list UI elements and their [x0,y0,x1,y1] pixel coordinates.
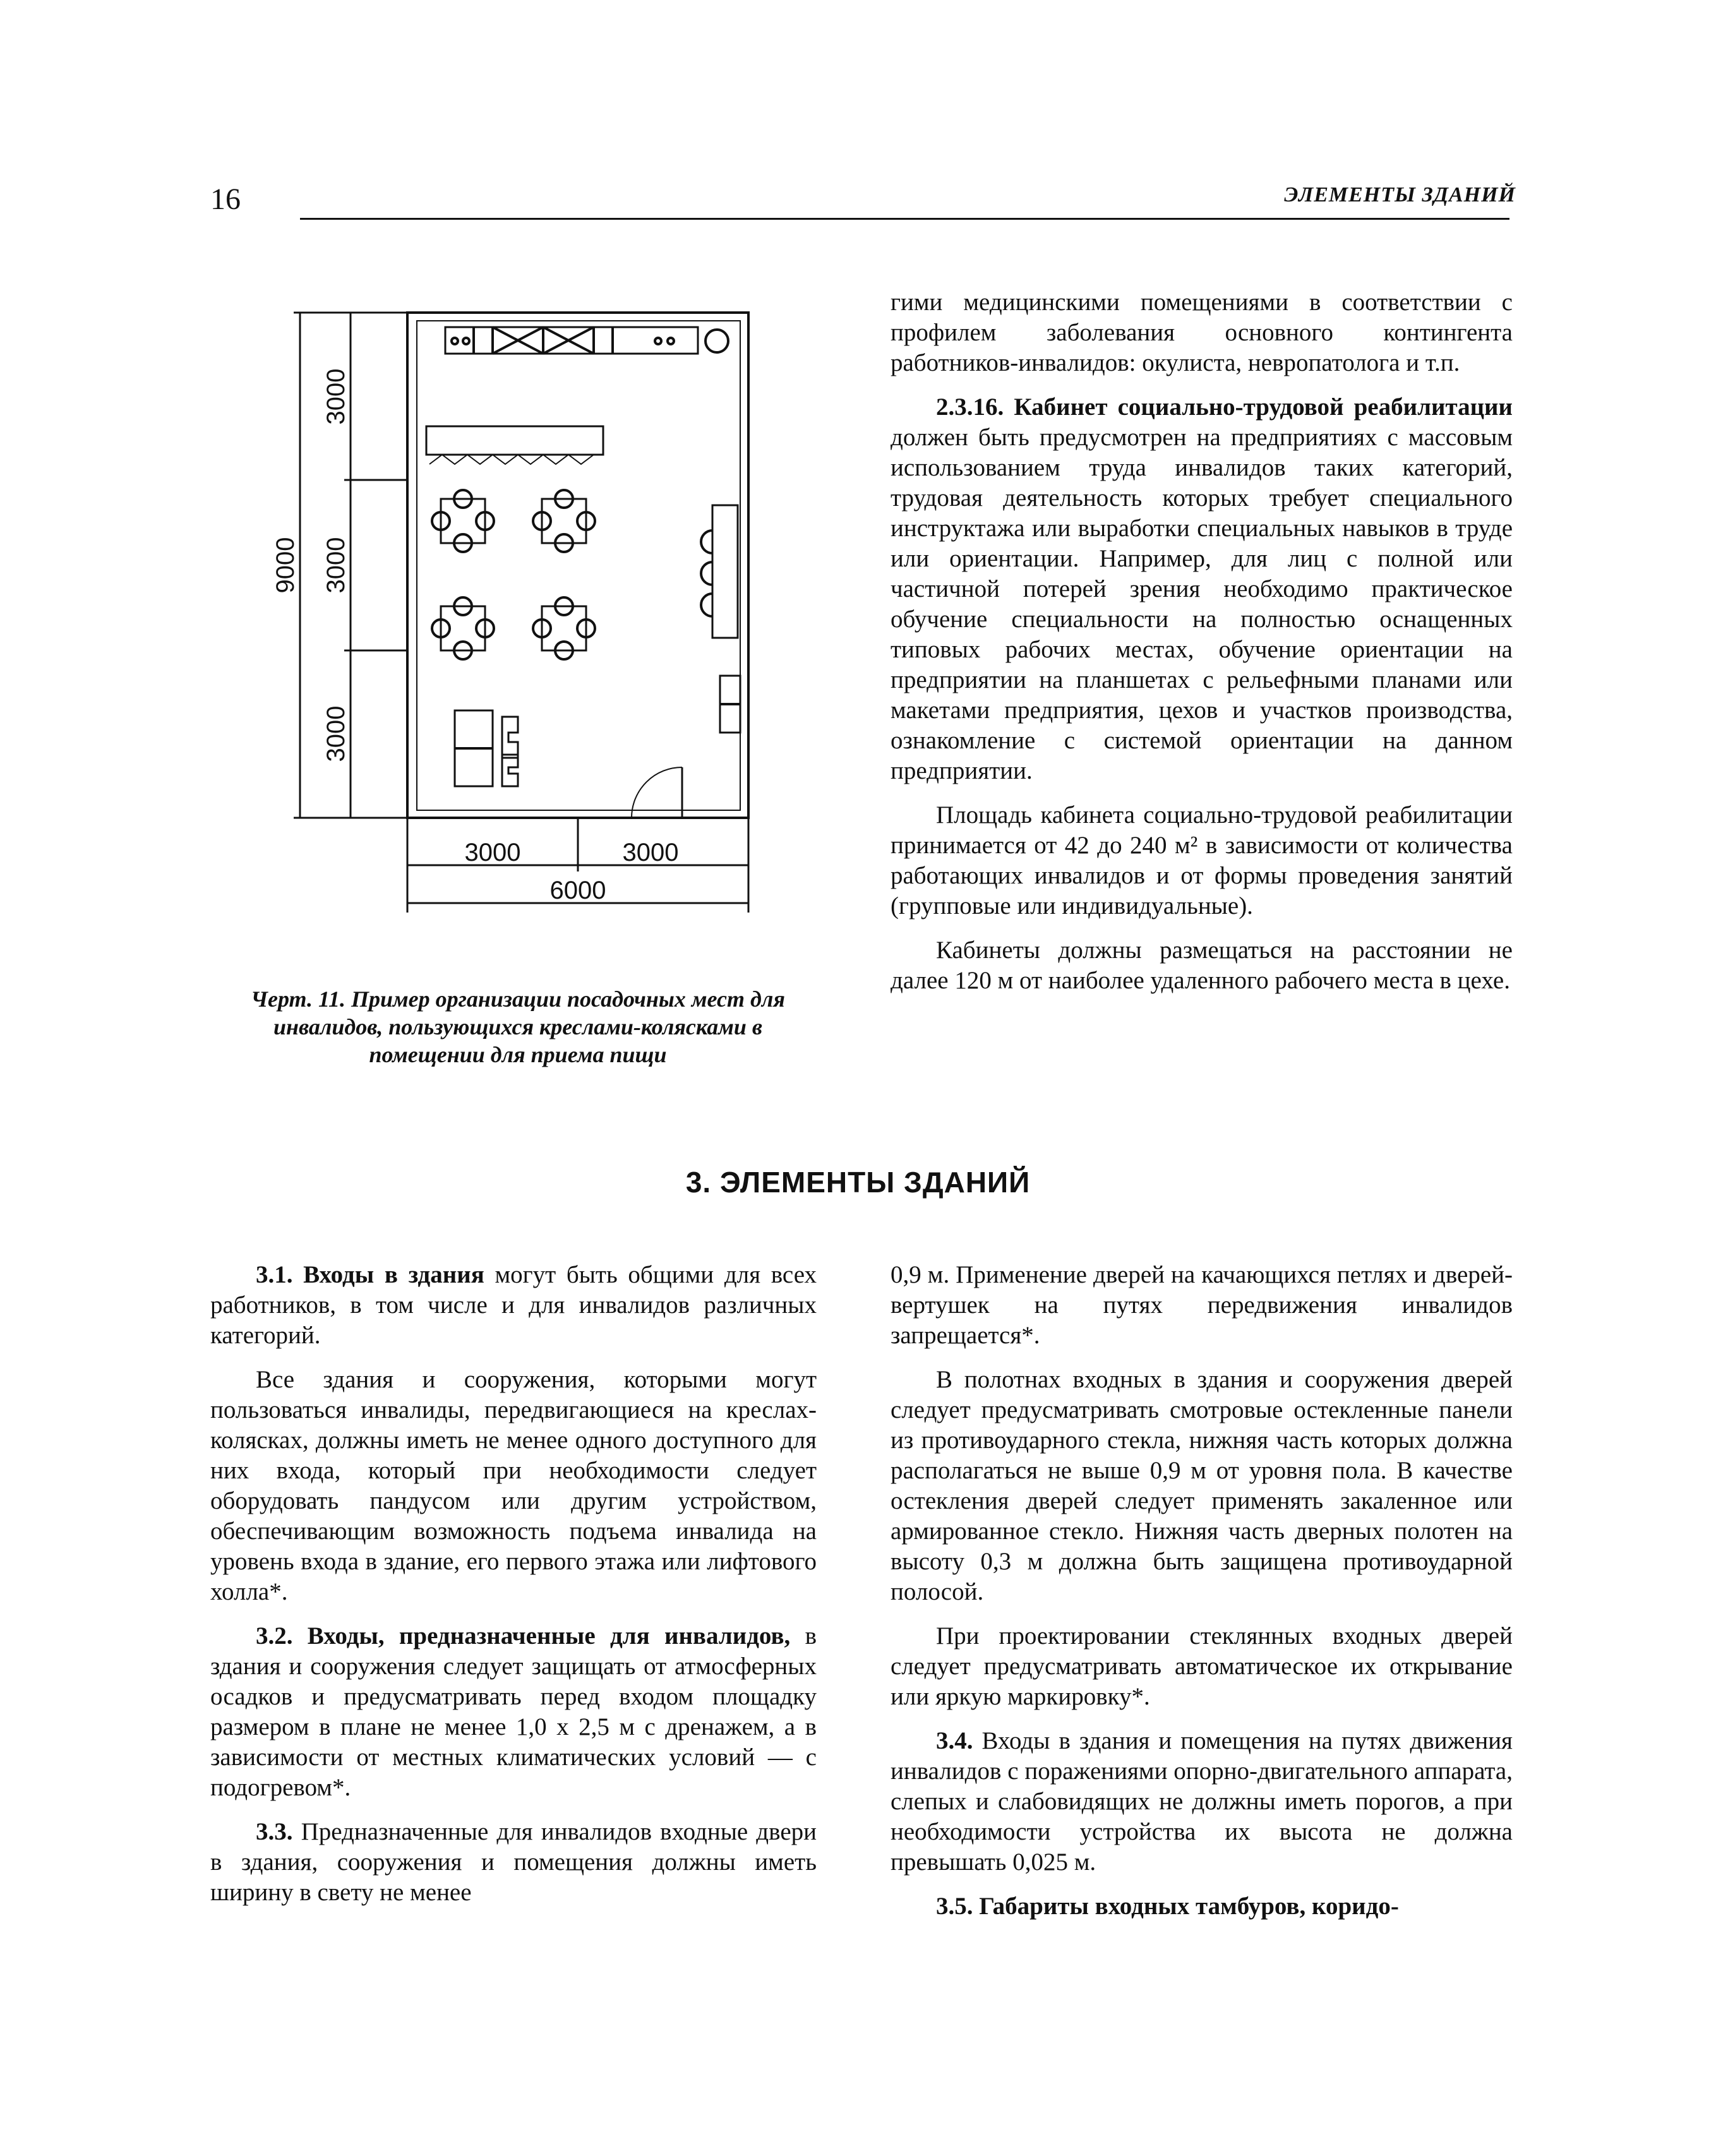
paragraph: Площадь кабинета социально-трудовой реабилитации принимается от 42 до 240 м² в зависимости от количества работающих инвалидов и от формы проведения занятий (групповые или индивидуальные). [891,801,1513,919]
running-head: ЭЛЕМЕНТЫ ЗДАНИЙ [1284,183,1516,207]
dim-total-width: 6000 [549,877,606,904]
dim-row-3: 3000 [322,705,350,762]
paragraph [891,1726,1513,1878]
paragraph [891,392,1513,786]
room-inner-wall [417,321,740,810]
room-outer-wall [407,313,748,818]
paragraph: При проектировании стеклянных входных дверей следует предусматривать автоматическое их открывание или яркую маркировку*. [891,1622,1513,1710]
dining-table [432,490,494,552]
paragraph-text: Входы в здания и помещения на путях движения инвалидов с поражениями опорно-двигательного аппарата, слепых и слабовидящих не должны иметь порогов, а при необходимости устройства их высота не должна превышать 0,025 м. [891,1727,1513,1876]
paragraph [210,1621,817,1803]
paragraph [210,1260,817,1351]
right-column-top [891,287,1513,1010]
paragraph: Все здания и сооружения, которыми могут пользоваться инвалиды, передвигающиеся на креслах-колясках, должны иметь не менее одного доступного для них входа, который при необходимости следует оборудовать пандусом или другим устройством, обеспечивающим возможность подъема инвалида на уровень входа в здание, его первого этажа или лифтового холла*. [210,1366,817,1605]
serving-line [426,426,603,455]
paragraph-text: Предназначенные для инвалидов входные двери в здания, сооружения и помещения должны иметь ширину в свету не менее [210,1818,817,1906]
paragraph-heading: 2.3.16. Кабинет социально-трудовой реабилитации [936,393,1513,421]
section-title: 3. ЭЛЕМЕНТЫ ЗДАНИЙ [685,1166,1031,1199]
paragraph: В полотнах входных в здания и сооружения дверей следует предусматривать смотровые остекленные панели из противоударного стекла, нижняя часть которых должна располагаться не выше 0,9 м от уровня пола. В качестве остекления дверей следует применять закаленное или армированное стекло. Нижняя часть дверных полотен на высоту 0,3 м должна быть защищена противоударной полосой. [891,1366,1513,1605]
paragraph-heading: 3.2. Входы, предназначенные для инвалидов, [256,1622,791,1650]
dining-table [533,490,595,552]
paragraph: Кабинеты должны размещаться на расстоянии не далее 120 м от наиболее удаленного рабочего места в цехе. [891,937,1513,994]
dim-row-2: 3000 [322,537,350,594]
header-rule [300,218,1509,220]
page-number: 16 [210,183,241,216]
dim-bottom-left: 3000 [464,839,521,866]
dim-bottom-right: 3000 [622,839,679,866]
paragraph-heading: 3.1. Входы в здания [256,1261,484,1288]
left-column-bottom [210,1260,817,1922]
paragraph-heading: 3.4. [936,1727,973,1754]
paragraph: 0,9 м. Применение дверей на качающихся петлях и дверей-вертушек на путях передвижения инвалидов запрещается*. [891,1261,1513,1349]
paragraph-text: в здания и сооружения следует защищать от атмосферных осадков и предусматривать перед входом площадку размером в плане не менее 1,0 х 2,5 м с дренажем, а в зависимости от местных климатических условий — с подогревом*. [210,1622,817,1801]
floor-plan-figure [240,297,796,935]
dim-total-height: 9000 [272,537,299,594]
dining-table [432,597,494,659]
paragraph: гими медицинскими помещениями в соответствии с профилем заболевания основного контингента работников-инвалидов: окулиста, невропатолога и т.п. [891,289,1513,376]
paragraph-text: должен быть предусмотрен на предприятиях с массовым использованием труда инвалидов таких категорий, трудовая деятельность которых требует специального инструктажа или выработки специальных навыков в труде или ориентации. Например, для лиц с полной или частичной потерей зрения необходимо практическое обучение специальности на полностью оснащенных типовых рабочих местах, обучение ориентации на предприятии на планшетах с рельефными планами или макетами предприятия, цехов и участков производства, ознакомление с системой ориентации на данном предприятии. [891,424,1513,784]
right-column-bottom [891,1260,1513,1936]
paragraph [891,1891,1513,1922]
wall-counter [712,505,738,638]
dim-row-1: 3000 [322,368,350,425]
paragraph-heading: 3.3. [256,1818,293,1845]
figure-caption: Черт. 11. Пример организации посадочных мест для инвалидов, пользующихся креслами-колясками в помещении для приема пищи [251,986,785,1067]
dining-table [533,597,595,659]
paragraph [210,1817,817,1908]
paragraph-heading: 3.5. Габариты входных тамбуров, коридо- [936,1893,1399,1920]
paragraph-text: могут быть общими для всех работников, в том числе и для инвалидов различных категорий. [210,1261,817,1349]
